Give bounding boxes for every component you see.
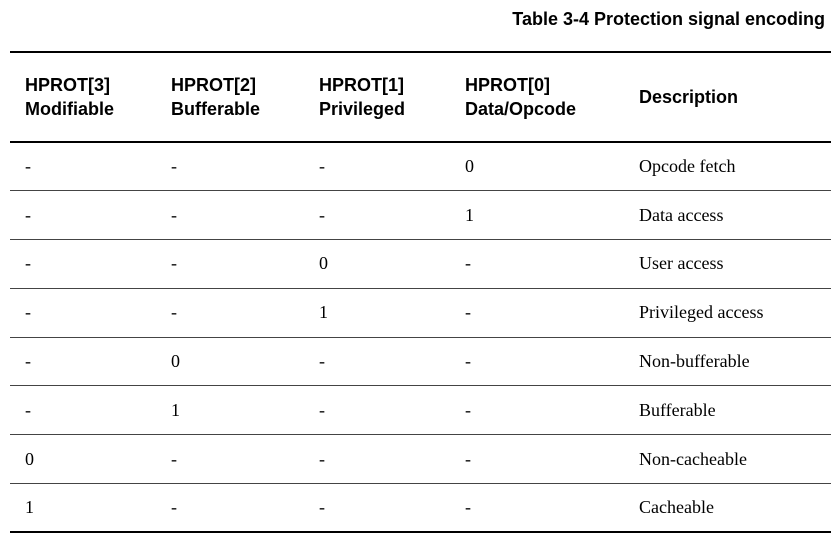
table-row xyxy=(10,288,831,337)
cell-description: Privileged access xyxy=(639,302,764,323)
header-hprot0 xyxy=(450,52,624,142)
cell-hprot0: - xyxy=(465,351,471,372)
cell-hprot1: - xyxy=(319,448,325,469)
cell-hprot2: - xyxy=(171,448,177,469)
cell-hprot3: - xyxy=(25,351,31,372)
cell-hprot3: - xyxy=(25,156,31,177)
cell-hprot3: - xyxy=(25,302,31,323)
cell-hprot0: 0 xyxy=(465,156,474,177)
cell-description: Data access xyxy=(639,204,724,225)
header-hprot2-signal: HPROT[2] xyxy=(171,75,256,95)
cell-hprot3: 1 xyxy=(25,497,34,518)
cell-description: Non-cacheable xyxy=(639,448,747,469)
table-row xyxy=(10,484,831,533)
cell-hprot2: - xyxy=(171,156,177,177)
cell-hprot3: - xyxy=(25,204,31,225)
header-hprot0-meaning: Data/Opcode xyxy=(465,99,577,119)
cell-hprot0: - xyxy=(465,448,471,469)
cell-description: Opcode fetch xyxy=(639,156,736,177)
table-row xyxy=(10,435,831,484)
table-row xyxy=(10,240,831,289)
cell-hprot3: 0 xyxy=(25,448,34,469)
cell-hprot1: - xyxy=(319,497,325,518)
table-row xyxy=(10,337,831,386)
cell-hprot1: - xyxy=(319,399,325,420)
cell-description: Cacheable xyxy=(639,497,714,518)
header-hprot3-signal: HPROT[3] xyxy=(25,75,110,95)
header-description-label: Description xyxy=(639,87,739,107)
cell-hprot2: - xyxy=(171,302,177,323)
cell-hprot1: - xyxy=(319,156,325,177)
table-row xyxy=(10,386,831,435)
cell-hprot0: - xyxy=(465,302,471,323)
header-hprot1 xyxy=(304,52,450,142)
cell-hprot0: - xyxy=(465,399,471,420)
cell-hprot1: 0 xyxy=(319,253,328,274)
cell-hprot1: 1 xyxy=(319,302,328,323)
cell-description: Non-bufferable xyxy=(639,351,750,372)
cell-hprot2: - xyxy=(171,497,177,518)
cell-hprot2: 0 xyxy=(171,351,180,372)
cell-hprot2: - xyxy=(171,204,177,225)
table-caption: Table 3-4 Protection signal encoding xyxy=(512,9,825,29)
header-description xyxy=(624,52,831,142)
header-hprot3-meaning: Modifiable xyxy=(25,99,114,119)
header-hprot0-signal: HPROT[0] xyxy=(465,75,550,95)
protection-signal-table xyxy=(10,51,831,533)
cell-hprot2: - xyxy=(171,253,177,274)
table-row xyxy=(10,191,831,240)
header-hprot1-meaning: Privileged xyxy=(319,99,406,119)
cell-description: Bufferable xyxy=(639,399,716,420)
header-hprot3 xyxy=(10,52,156,142)
table-header-row xyxy=(10,52,831,142)
table-row xyxy=(10,142,831,191)
cell-hprot2: 1 xyxy=(171,399,180,420)
cell-hprot1: - xyxy=(319,204,325,225)
cell-hprot3: - xyxy=(25,253,31,274)
cell-hprot0: - xyxy=(465,497,471,518)
cell-description: User access xyxy=(639,253,724,274)
header-hprot2 xyxy=(156,52,304,142)
header-hprot1-signal: HPROT[1] xyxy=(319,75,404,95)
cell-hprot1: - xyxy=(319,351,325,372)
header-hprot2-meaning: Bufferable xyxy=(171,99,261,119)
cell-hprot0: 1 xyxy=(465,204,474,225)
cell-hprot0: - xyxy=(465,253,471,274)
cell-hprot3: - xyxy=(25,399,31,420)
